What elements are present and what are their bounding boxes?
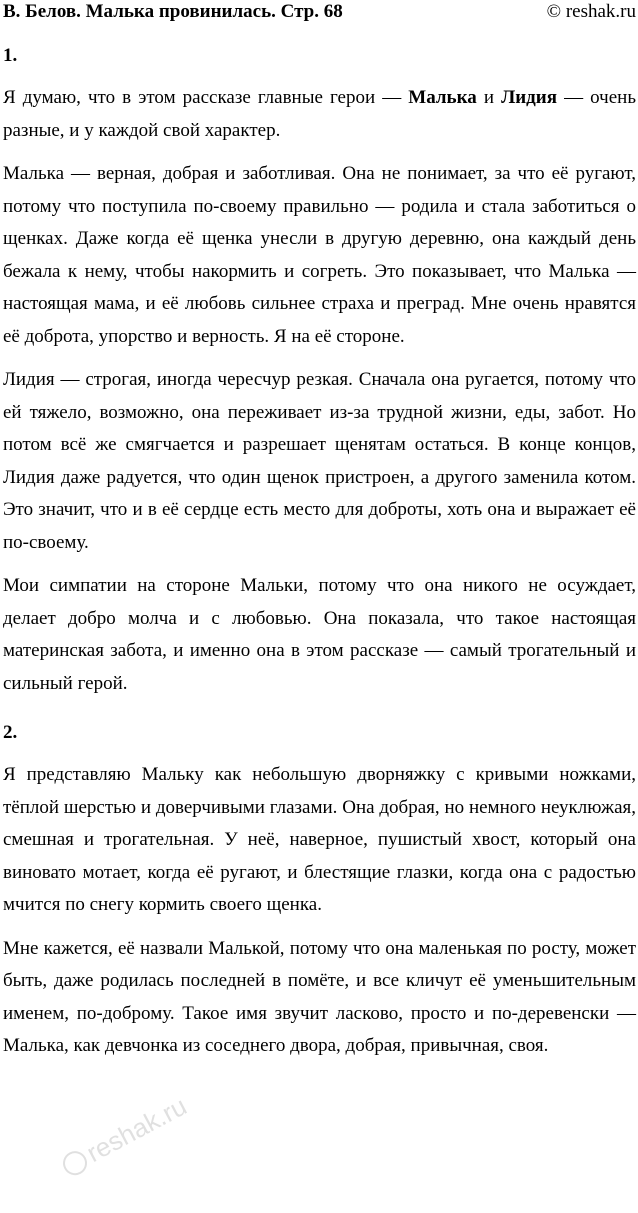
section-number-1: 1. xyxy=(3,45,18,66)
paragraph-6: Мне кажется, её назвали Малькой, потому что она маленькая по росту, может быть, даже родилась последней в помёте, и все кличут её уменьшительным именем, по-доброму. Такое имя звучит ласково, просто и по-деревенски — Малька, как девчонка из соседнего двора, добрая, привычная, своя. xyxy=(3,937,636,1056)
paragraph-2: Малька — верная, добрая и заботливая. Она не понимает, за что её ругают, потому что поступила по-своему правильно — родила и стала заботиться о щенках. Даже когда её щенка унесли в другую деревню, она каждый день бежала к нему, чтобы накормить и согреть. Это показывает, что Малька — настоящая мама, и её любовь сильнее страха и преград. Мне очень нравятся её доброта, упорство и верность. Я на её стороне. xyxy=(3,163,636,347)
paragraph-1 xyxy=(3,82,636,147)
watermark-text: reshak.ru xyxy=(81,1090,192,1169)
hero-name-malka: Малька xyxy=(408,87,477,108)
page-header xyxy=(3,1,636,23)
paragraph-1-middle: и xyxy=(476,87,502,108)
paragraph-3: Лидия — строгая, иногда чересчур резкая. Сначала она ругается, потому что ей тяжело, возможно, она переживает из-за трудной жизни, еды, забот. Но потом всё же смягчается и разрешает щенятам остаться. В конце концов, Лидия даже радуется, что один щенок пристроен, а другого заменила котом. Это значит, что и в её сердце есть место для доброты, хоть она и выражает её по-своему. xyxy=(3,369,636,553)
paragraph-1-before: Я думаю, что в этом рассказе главные герои — xyxy=(3,87,409,108)
section-number-2: 2. xyxy=(3,722,18,743)
hero-name-lidia: Лидия xyxy=(501,87,558,108)
paragraph-4: Мои симпатии на стороне Мальки, потому что она никого не осуждает, делает добро молча и с любовью. Она показала, что такое настоящая материнская забота, и именно она в этом рассказе — самый трогательный и сильный герой. xyxy=(3,575,636,694)
page-title: В. Белов. Малька провинилась. Стр. 68 xyxy=(3,1,343,22)
paragraph-1-after: — очень разные, и у каждой свой характер. xyxy=(3,87,636,141)
site-brand: © reshak.ru xyxy=(546,1,636,22)
paragraph-5: Я представляю Мальку как небольшую дворняжку с кривыми ножками, тёплой шерстью и доверчивыми глазами. Она добрая, но немного неуклюжая, смешная и трогательная. У неё, наверное, пушистый хвост, который она виновато мотает, когда её ругают, и блестящие глазки, когда она с радостью мчится по снегу кормить своего щенка. xyxy=(3,764,636,915)
